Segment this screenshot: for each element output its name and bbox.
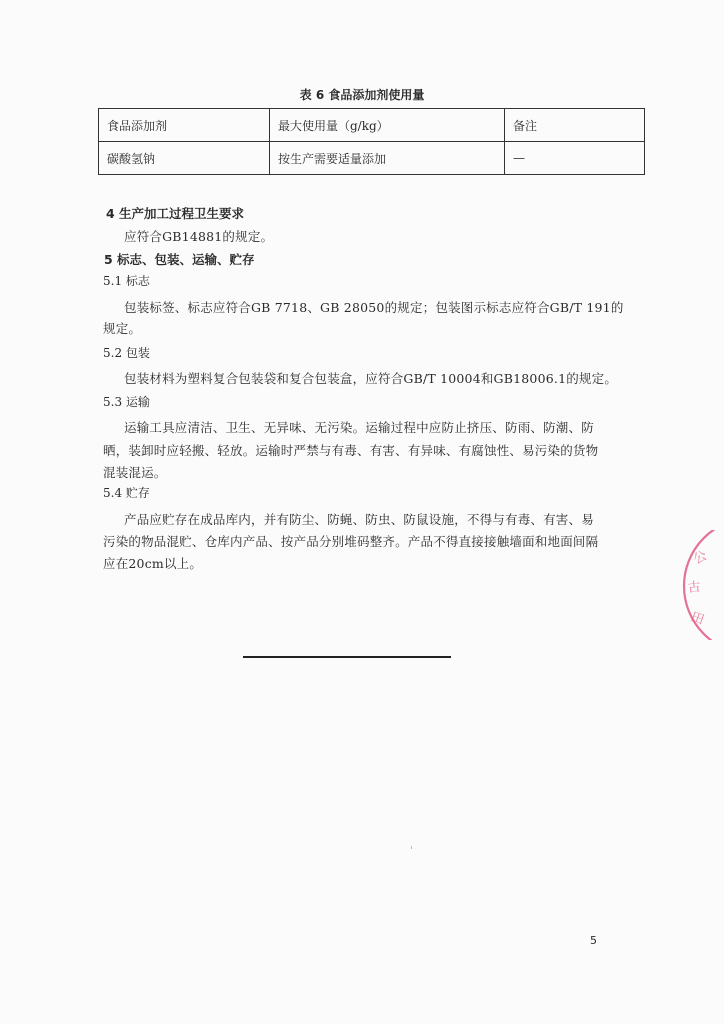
scan-speck [411,846,412,849]
paragraph-line: 混装混运。 [103,465,167,480]
page-number: 5 [590,934,597,947]
column-header: 备注 [505,109,645,142]
paragraph-line: 产品应贮存在成品库内，并有防尘、防蝇、防虫、防鼠设施，不得与有毒、有害、易 [124,512,594,527]
svg-text:田: 田 [688,609,706,629]
table-cell: — [505,142,645,175]
paragraph-line: 污染的物品混贮、仓库内产品、按产品分别堆码整齐。产品不得直接接触墙面和地面间隔 [103,534,599,549]
subsection-heading: 5.2 包装 [103,346,150,360]
section-heading: 4 生产加工过程卫生要求 [106,206,245,221]
subsection-heading: 5.1 标志 [103,274,150,288]
table-cell: 按生产需要适量添加 [270,142,505,175]
svg-text:公: 公 [691,548,710,568]
paragraph-line: 包装材料为塑料复合包装袋和复合包装盒，应符合GB/T 10004和GB18006.1的规定。 [124,371,618,386]
paragraph-line: 运输工具应清洁、卫生、无异味、无污染。运输过程中应防止挤压、防雨、防潮、防 [124,420,594,435]
paragraph-line: 包装标签、标志应符合GB 7718、GB 28050的规定；包装图示标志应符合GB/T 191的 [124,300,624,315]
table-header-row [99,109,645,142]
section-heading: 5 标志、包装、运输、贮存 [104,252,255,267]
table-row [99,142,645,175]
svg-text:古: 古 [687,579,702,596]
table-cell: 碳酸氢钠 [99,142,270,175]
additive-usage-table [98,108,645,175]
table-caption: 表 6 食品添加剂使用量 [299,88,425,102]
subsection-heading: 5.4 贮存 [103,486,150,500]
paragraph-line: 应在20cm以上。 [103,556,203,571]
column-header: 最大使用量（g/kg） [270,109,505,142]
paragraph-line: 应符合GB14881的规定。 [124,229,274,244]
subsection-heading: 5.3 运输 [103,395,150,409]
end-rule [243,656,451,658]
column-header: 食品添加剂 [99,109,270,142]
official-seal-stamp [660,530,724,640]
paragraph-line: 规定。 [103,321,142,336]
paragraph-line: 晒，装卸时应轻搬、轻放。运输时严禁与有毒、有害、有异味、有腐蚀性、易污染的货物 [103,443,599,458]
